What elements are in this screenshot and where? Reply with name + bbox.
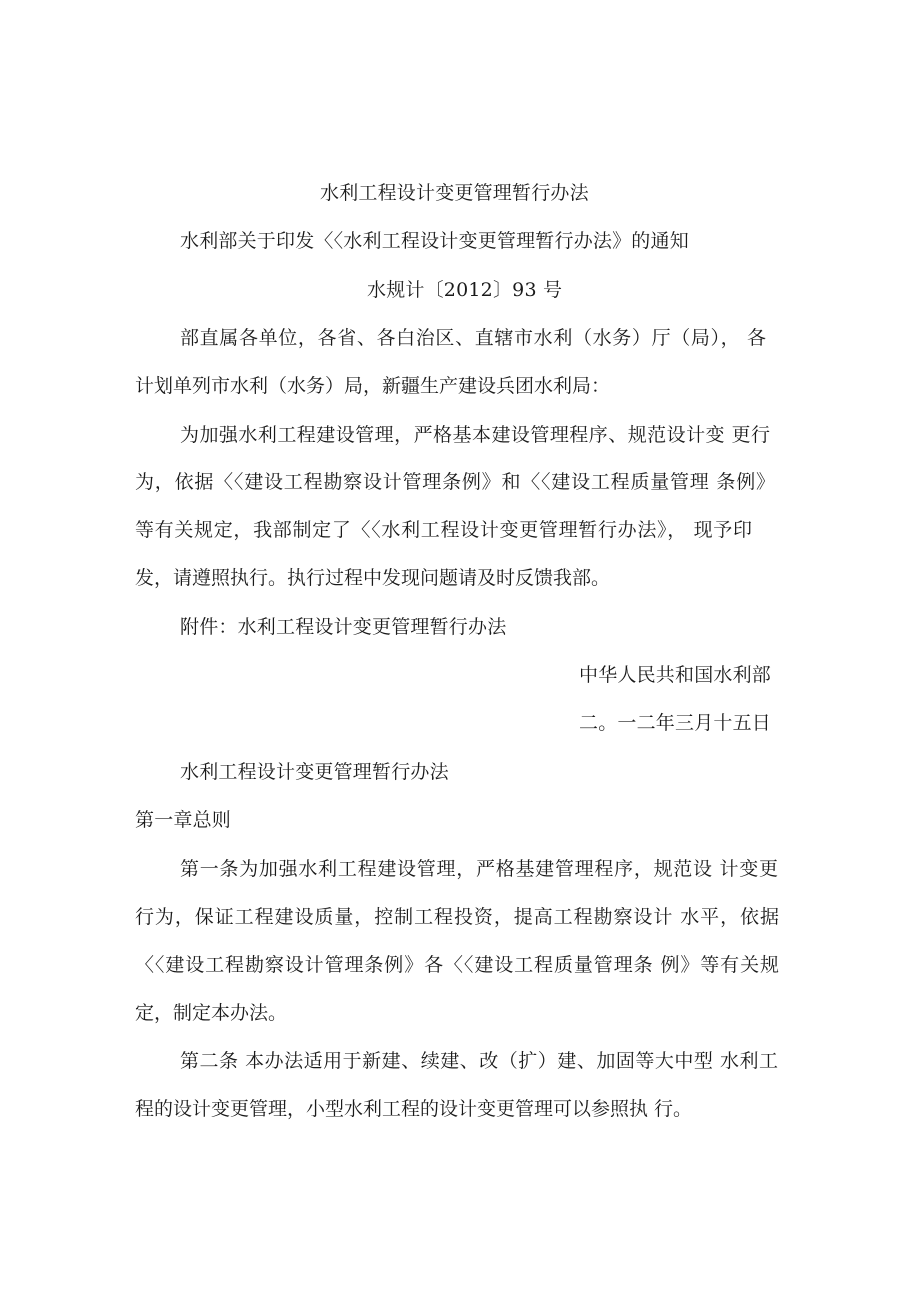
document-number: 水规计〔2012〕93 号	[367, 279, 563, 301]
article-line: 第二条 本办法适用于新建、续建、改（扩）建、加固等大中型 水利工	[180, 1050, 778, 1072]
issue-date: 二。一二年三月十五日	[579, 712, 772, 734]
article-line: 〈〈建设工程勘察设计管理条例》各〈〈建设工程质量管理条 例》等有关规	[135, 954, 779, 976]
chapter-heading: 第一章总则	[135, 809, 232, 831]
article-line: 定，制定本办法。	[135, 1002, 288, 1024]
attachment-line: 附件：水利工程设计变更管理暂行办法	[180, 616, 507, 638]
issuer-name: 中华人民共和国水利部	[579, 664, 772, 686]
document-title: 水利工程设计变更管理暂行办法	[320, 182, 589, 204]
article-line: 第一条为加强水利工程建设管理，严格基建管理程序，规范设 计变更	[180, 858, 778, 880]
attached-document-title: 水利工程设计变更管理暂行办法	[180, 761, 449, 783]
article-line: 行为，保证工程建设质量，控制工程投资，提高工程勘察设计 水平，依据	[135, 906, 779, 928]
body-line: 为，依据〈〈建设工程勘察设计管理条例》和〈〈建设工程质量管理 条例》	[135, 471, 775, 493]
article-line: 程的设计变更管理，小型水利工程的设计变更管理可以参照执 行。	[135, 1098, 693, 1120]
body-line: 发，请遵照执行。执行过程中发现问题请及时反馈我部。	[135, 567, 611, 589]
notice-title: 水利部关于印发〈〈水利工程设计变更管理暂行办法》的通知	[180, 230, 689, 252]
body-line: 等有关规定，我部制定了〈〈水利工程设计变更管理暂行办法》， 现予印	[135, 519, 752, 541]
address-line: 计划单列市水利（水务）局，新疆生产建设兵团水利局：	[135, 375, 611, 397]
body-line: 为加强水利工程建设管理，严格基本建设管理程序、规范设计变 更行	[180, 424, 770, 446]
address-line: 部直属各单位，各省、各白治区、直辖市水利（水务）厅（局）， 各	[180, 327, 766, 349]
